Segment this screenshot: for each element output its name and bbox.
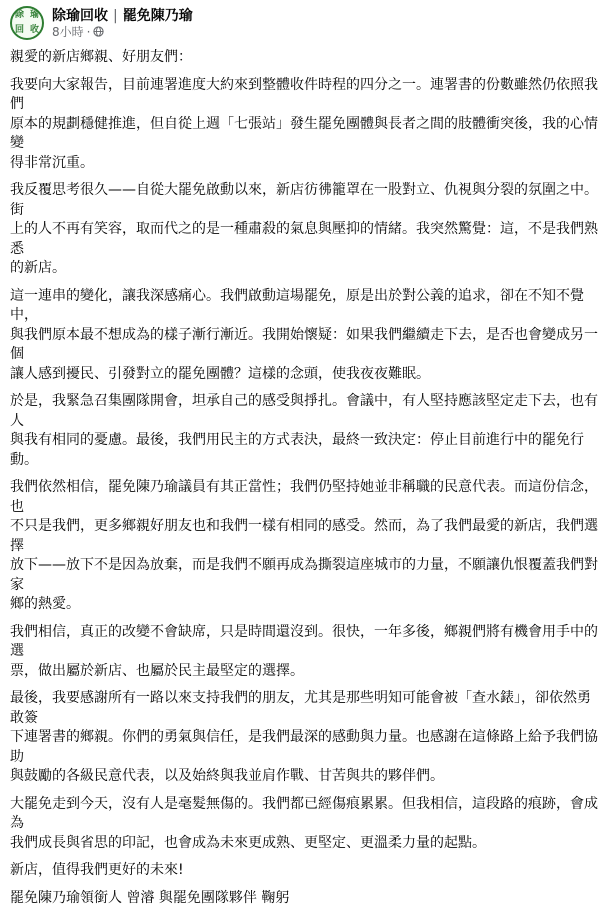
post-paragraph: 最後，我要感謝所有一路以來支持我們的朋友，尤其是那些明知可能會被「查水錶」，卻依然勇敢簽 下連署書的鄉親。你們的勇氣與信任，是我們最深的感動與力量。也感謝在這條路上給予我們協助 與鼓勵的各級民意代表，以及始終與我並肩作戰、甘苦與共的夥伴們。 (10, 690, 598, 784)
post-names (52, 8, 193, 25)
author-name-link[interactable]: 除瑜回收 (52, 7, 108, 24)
post-timestamp[interactable]: 8小時 (52, 24, 84, 39)
avatar-char: 回 (14, 25, 24, 35)
post-meta (52, 8, 193, 39)
avatar-char: 除 (14, 10, 24, 20)
post-paragraph: 我反覆思考很久——自從大罷免啟動以來，新店彷彿籠罩在一股對立、仇視與分裂的氛圍之中。街 上的人不再有笑容，取而代之的是一種肅殺的氣息與壓抑的情緒。我突然驚覺：這，不是我們熟悉 的新店。 (10, 182, 598, 276)
post-paragraph: 於是，我緊急召集團隊開會，坦承自己的感受與掙扎。會議中，有人堅持應該堅定走下去，也有人 與我有相同的憂慮。最後，我們用民主的方式表決，最終一致決定：停止目前進行中的罷免行動。 (10, 393, 598, 468)
post-paragraph: 大罷免走到今天，沒有人是毫髮無傷的。我們都已經傷痕累累。但我相信，這段路的痕跡，會成為 我們成長與省思的印記，也會成為未來更成熟、更堅定、更溫柔力量的起點。 (10, 795, 598, 851)
name-separator: | (113, 7, 118, 24)
post-header (10, 6, 193, 40)
avatar-char: 瑜 (29, 10, 39, 20)
avatar-char: 收 (29, 25, 39, 35)
post-paragraph: 這一連串的變化，讓我深感痛心。我們啟動這場罷免，原是出於對公義的追求，卻在不知不覺中， 與我們原本最不想成為的樣子漸行漸近。我開始懷疑：如果我們繼續走下去，是否也會變成另一個 讓人感到擾民、引發對立的罷免團體？這樣的念頭，使我夜夜難眠。 (10, 287, 598, 382)
post-paragraph: 我們依然相信，罷免陳乃瑜議員有其正當性；我們仍堅持她並非稱職的民意代表。而這份信念，也 不只是我們，更多鄉親好朋友也和我們一樣有相同的感受。然而，為了我們最愛的新店，我們選擇 放下——放下不是因為放棄，而是我們不願再成為撕裂這座城市的力量，不願讓仇恨覆蓋我們對家 鄉的熱愛。 (10, 479, 598, 612)
post-body (10, 48, 600, 913)
post-subtitle (52, 25, 193, 39)
page-name-link[interactable]: 罷免陳乃瑜 (122, 7, 193, 24)
post-paragraph: 新店，值得我們更好的未來! (10, 862, 184, 878)
post-signature: 罷免陳乃瑜領銜人 曾濬 與罷免團隊夥伴 鞠躬 (10, 889, 290, 906)
avatar[interactable] (10, 6, 44, 40)
post-paragraph: 親愛的新店鄉親、好朋友們： (10, 49, 192, 65)
globe-icon (93, 26, 104, 37)
post-paragraph: 我們相信，真正的改變不會缺席，只是時間還沒到。很快，一年多後，鄉親們將有機會用手中的選 票，做出屬於新店、也屬於民主最堅定的選擇。 (10, 623, 598, 679)
separator-dot: · (86, 24, 91, 39)
post-paragraph: 我要向大家報告，目前連署進度大約來到整體收件時程的四分之一。連署書的份數雖然仍依照我們 原本的規劃穩健推進，但自從上週「七張站」發生罷免團體與長者之間的肢體衝突後，我的心情變 得非常沉重。 (10, 76, 598, 171)
